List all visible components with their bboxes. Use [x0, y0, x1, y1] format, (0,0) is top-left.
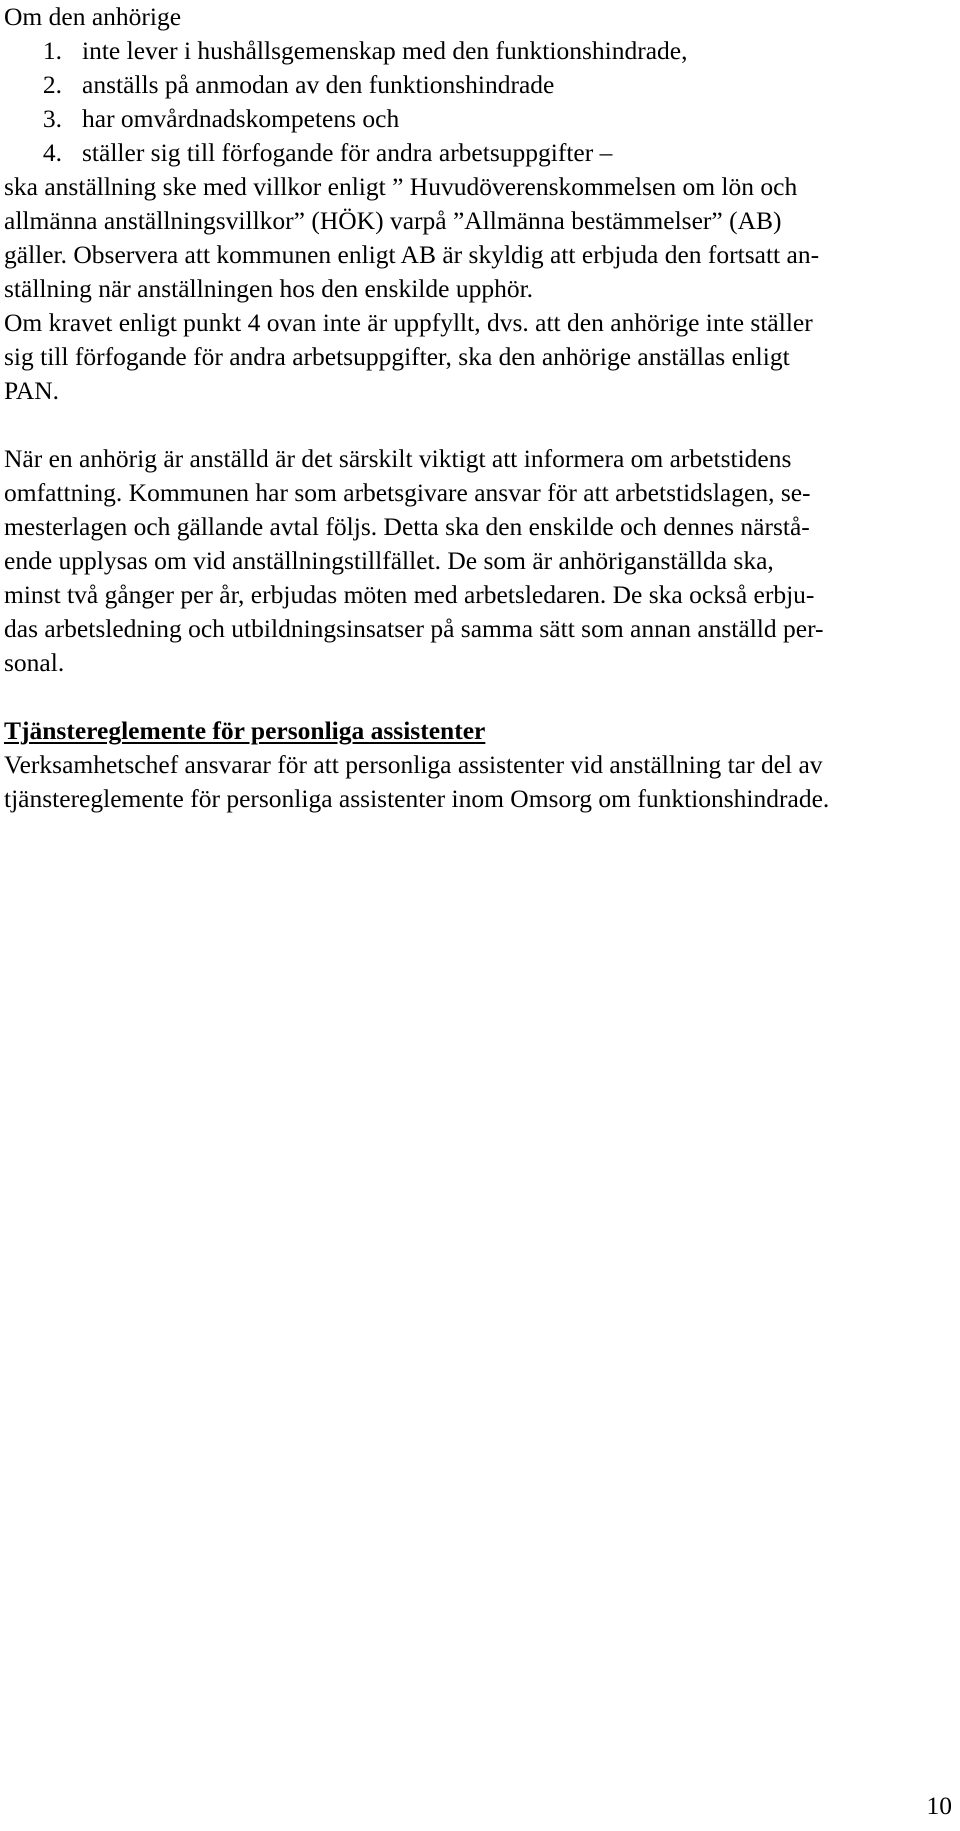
text-line: gäller. Observera att kommunen enligt AB är skyldig att erbjuda den fortsatt an-: [4, 240, 820, 269]
text-line: sig till förfogande för andra arbetsuppgifter, ska den anhörige anställas enligt: [4, 342, 790, 371]
list-item-text: inte lever i hushållsgemenskap med den funktionshindrade,: [82, 36, 688, 65]
list-item-number: 3.: [42, 104, 62, 133]
text-line: ska anställning ske med villkor enligt ” Huvudöverenskommelsen om lön och: [4, 172, 798, 201]
list-item: [4, 136, 954, 170]
text-line: omfattning. Kommunen har som arbetsgivare ansvar för att arbetstidslagen, se-: [4, 478, 811, 507]
text-line: Verksamhetschef ansvarar för att personliga assistenter vid anställning tar del av: [4, 750, 823, 779]
document-page: [4, 0, 954, 816]
list-item: [4, 34, 954, 68]
text-line: När en anhörig är anställd är det särskilt viktigt att informera om arbetstidens: [4, 444, 792, 473]
paragraph-working-hours: [4, 442, 954, 680]
conditions-list: [4, 34, 954, 170]
paragraph-pan-condition: [4, 306, 954, 408]
paragraph-spacer: [4, 408, 954, 442]
list-item-number: 2.: [42, 70, 62, 99]
page-number: 10: [926, 1791, 952, 1820]
paragraph-employment-terms: [4, 170, 954, 306]
list-item-text: ställer sig till förfogande för andra arbetsuppgifter –: [82, 138, 613, 167]
paragraph-spacer: [4, 680, 954, 714]
list-item-text: anställs på anmodan av den funktionshindrade: [82, 70, 555, 99]
list-item-number: 1.: [42, 36, 62, 65]
list-item-number: 4.: [42, 138, 62, 167]
text-line: PAN.: [4, 376, 60, 405]
text-line: tjänstereglemente för personliga assistenter inom Omsorg om funktionshindrade.: [4, 784, 830, 813]
text-line: Om kravet enligt punkt 4 ovan inte är uppfyllt, dvs. att den anhörige inte ställer: [4, 308, 813, 337]
intro-line: Om den anhörige: [4, 2, 182, 31]
list-item: [4, 68, 954, 102]
text-line: das arbetsledning och utbildningsinsatser på samma sätt som annan anställd per-: [4, 614, 824, 643]
section-heading: Tjänstereglemente för personliga assistenter: [4, 716, 486, 745]
text-line: sonal.: [4, 648, 65, 677]
text-line: mesterlagen och gällande avtal följs. Detta ska den enskilde och dennes närstå-: [4, 512, 810, 541]
text-line: allmänna anställningsvillkor” (HÖK) varpå ”Allmänna bestämmelser” (AB): [4, 206, 782, 235]
list-item: [4, 102, 954, 136]
text-line: minst två gånger per år, erbjudas möten med arbetsledaren. De ska också erbju-: [4, 580, 815, 609]
list-item-text: har omvårdnadskompetens och: [82, 104, 400, 133]
text-line: ende upplysas om vid anställningstillfället. De som är anhöriganställda ska,: [4, 546, 774, 575]
text-line: ställning när anställningen hos den enskilde upphör.: [4, 274, 534, 303]
section-service-regulation: [4, 714, 954, 816]
